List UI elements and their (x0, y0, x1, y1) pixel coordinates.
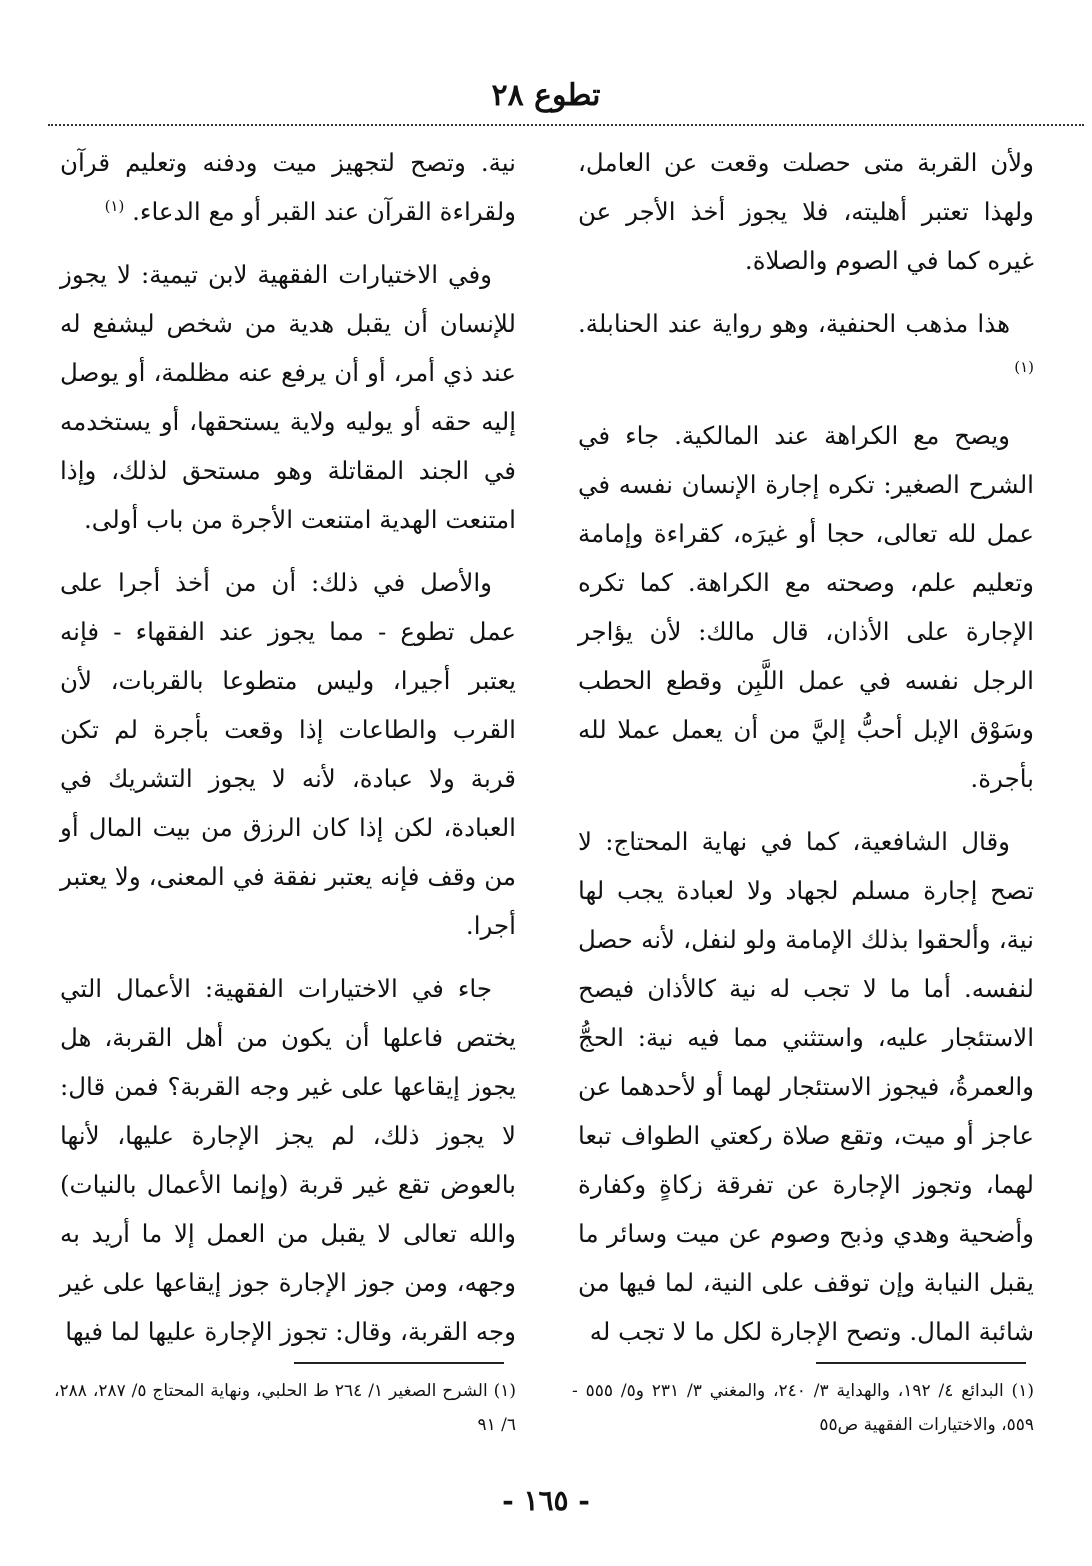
running-header-title: تطوع ٢٨ (491, 78, 601, 113)
header-dotted-rule (48, 124, 1084, 126)
paragraph-text: هذا مذهب الحنفية، وهو رواية عند الحنابلة. (578, 309, 1010, 338)
page-number: - ١٦٥ - (502, 1484, 590, 1517)
paragraph: وقال الشافعية، كما في نهاية المحتاج: لا تصح إجارة مسلم لجهاد ولا لعبادة يجب لها نية، وألحقوا بذلك الإمامة ولو لنفل، لأنه حصل لنفسه. أما ما لا تجب له نية كالأذان فيصح الاستئجار عليه، واستثني مما فيه نية: الحجُّ والعمرةُ، فيجوز الاستئجار لهما أو لأحدهما عن عاجز أو ميت، وتقع صلاة ركعتي الطواف تبعا لهما، وتجوز الإجارة عن تفرقة زكاةٍ وكفارة وأضحية وهدي وذبح وصوم عن ميت وسائر ما يقبل النيابة وإن توقف على النية، لما فيها من شائبة المال. وتصح الإجارة لكل ما لا تجب له (578, 827, 1034, 1346)
footnote-reference: (١) (104, 196, 125, 215)
footnote-divider (816, 1362, 1026, 1364)
paragraph (578, 299, 1034, 397)
paragraph-text: نية. وتصح لتجهيز ميت ودفنه وتعليم قرآن ولقراءة القرآن عند القبر أو مع الدعاء. (60, 148, 516, 226)
paragraph: ويصح مع الكراهة عند المالكية. جاء في الشرح الصغير: تكره إجارة الإنسان نفسه في عمل لله تعالى، حجا أو غيرَه، كقراءة وإمامة وتعليم علم، وصحته مع الكراهة. كما تكره الإجارة على الأذان، قال مالك: لأن يؤاجر الرجل نفسه في عمل اللَّبِن وقطع الحطب وسَوْق الإبل أحبُّ إليَّ من أن يعمل عملا لله بأجرة. (578, 421, 1034, 793)
footnote-right: (١) البدائع ٤/ ١٩٢، والهداية ٣/ ٢٤٠، والمغني ٣/ ٢٣١ و٥/ ٥٥٥ - ٥٥٩، والاختيارات الفقهية ص٥٥ (572, 1381, 1034, 1435)
paragraph: ولأن القربة متى حصلت وقعت عن العامل، ولهذا تعتبر أهليته، فلا يجوز أخذ الأجر عن غيره كما في الصوم والصلاة. (578, 148, 1034, 275)
right-text-column (578, 138, 1034, 1346)
footnote-reference: (١) (1014, 357, 1034, 376)
footnote-divider (294, 1362, 504, 1364)
left-text-column (60, 138, 516, 1346)
paragraph (60, 138, 516, 236)
paragraph: والأصل في ذلك: أن من أخذ أجرا على عمل تطوع - مما يجوز عند الفقهاء - فإنه يعتبر أجيرا، وليس متطوعا بالقربات، لأن القرب والطاعات إذا وقعت بأجرة لم تكن قربة ولا عبادة، لأنه لا يجوز التشريك في العبادة، لكن إذا كان الرزق من بيت المال أو من وقف فإنه يعتبر نفقة في المعنى، ولا يعتبر أجرا. (60, 568, 516, 940)
footnote-left: (١) الشرح الصغير ١/ ٢٦٤ ط الحلبي، ونهاية المحتاج ٥/ ٢٨٧، ٢٨٨، ٦/ ٩١ (54, 1381, 516, 1435)
paragraph: وفي الاختيارات الفقهية لابن تيمية: لا يجوز للإنسان أن يقبل هدية من شخص ليشفع له عند ذي أمر، أو أن يرفع عنه مظلمة، أو يوصل إليه حقه أو يوليه ولاية يستحقها، أو يستخدمه في الجند المقاتلة وهو مستحق لذلك، وإذا امتنعت الهدية امتنعت الأجرة من باب أولى. (60, 260, 516, 534)
paragraph: جاء في الاختيارات الفقهية: الأعمال التي يختص فاعلها أن يكون من أهل القربة، هل يجوز إيقاعها على غير وجه القربة؟ فمن قال: لا يجوز ذلك، لم يجز الإجارة عليها، لأنها بالعوض تقع غير قربة (وإنما الأعمال بالنيات) والله تعالى لا يقبل من العمل إلا ما أريد به وجهه، ومن جوز الإجارة جوز إيقاعها على غير وجه القربة، وقال: تجوز الإجارة عليها لما فيها (60, 974, 516, 1346)
